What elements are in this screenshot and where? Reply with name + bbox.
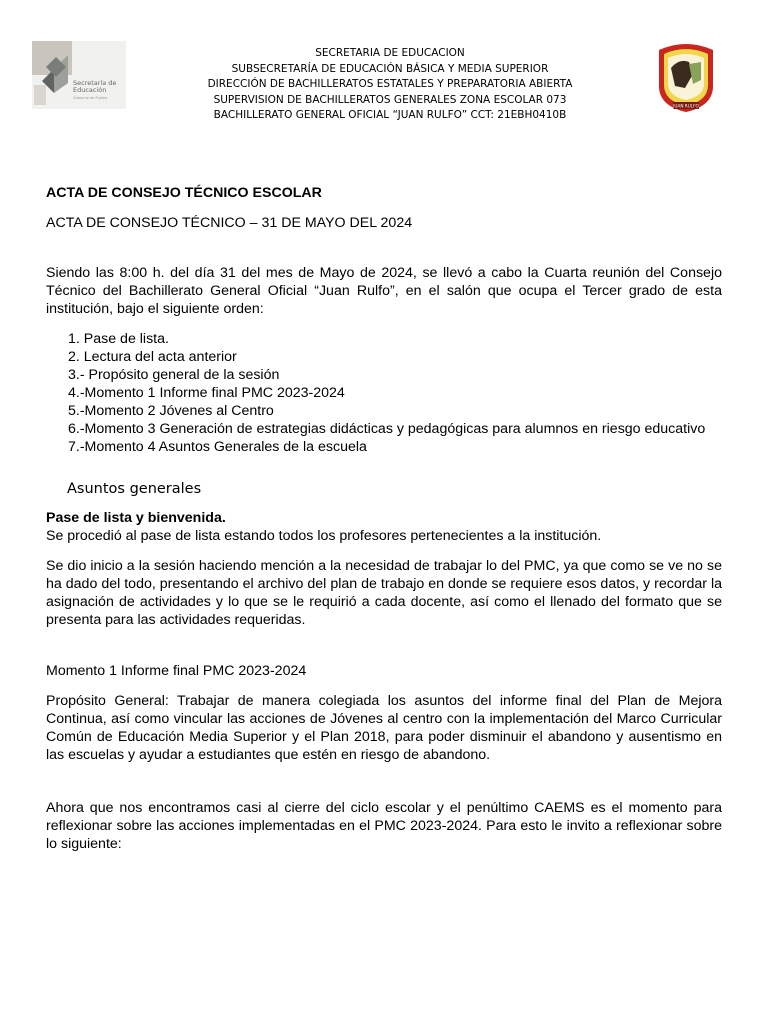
- header-line: SUPERVISION DE BACHILLERATOS GENERALES ZONA ESCOLAR 073: [213, 93, 567, 106]
- agenda-item: 5.-Momento 2 Jóvenes al Centro: [68, 403, 274, 419]
- document-subtitle: ACTA DE CONSEJO TÉCNICO – 31 DE MAYO DEL 2024: [46, 215, 413, 231]
- logo-subtext: Gobierno de Puebla: [73, 96, 108, 100]
- momento1-heading: Momento 1 Informe final PMC 2023-2024: [46, 663, 307, 679]
- agenda-item: 7.-Momento 4 Asuntos Generales de la escuela: [68, 439, 367, 455]
- shield-label: JUAN RULFO: [673, 103, 699, 109]
- document-body: [46, 184, 722, 853]
- header-line: BACHILLERATO GENERAL OFICIAL “JUAN RULFO” CCT: 21EBH0410B: [213, 109, 567, 121]
- school-shield-icon: [655, 40, 717, 114]
- agenda-list: [46, 330, 722, 456]
- logo-text: Secretaría de Educación: [73, 79, 117, 94]
- pmc-paragraph: Se dio inicio a la sesión haciendo mención a la necesidad de trabajar lo del PMC, ya que como se ve no se ha dado del todo, presentando el archivo del plan de trabajo en donde se requiere esos datos, y recordar la asignación de actividades y lo que se le requirió a cada docente, así como el llenado del formato que se presenta para las actividades requeridas.: [46, 558, 722, 628]
- agenda-item: 6.-Momento 3 Generación de estrategias didácticas y pedagógicas para alumnos en riesgo educativo: [68, 421, 706, 437]
- document-header: [140, 46, 640, 124]
- pase-lista-paragraph: Se procedió al pase de lista estando todos los profesores pertenecientes a la institución.: [46, 528, 602, 544]
- section-label-asuntos: Asuntos generales: [67, 481, 202, 497]
- header-line: SUBSECRETARÍA DE EDUCACIÓN BÁSICA Y MEDIA SUPERIOR: [231, 62, 549, 75]
- document-title: ACTA DE CONSEJO TÉCNICO ESCOLAR: [46, 185, 322, 201]
- secretaria-educacion-logo: [32, 41, 126, 109]
- intro-paragraph: Siendo las 8:00 h. del día 31 del mes de Mayo de 2024, se llevó a cabo la Cuarta reunión del Consejo Técnico del Bachillerato General Oficial “Juan Rulfo”, en el salón que ocupa el Tercer grado de esta institución, bajo el siguiente orden:: [46, 265, 722, 317]
- pase-lista-heading: Pase de lista y bienvenida.: [46, 510, 226, 526]
- agenda-item: 2. Lectura del acta anterior: [68, 349, 237, 365]
- agenda-item: 1. Pase de lista.: [68, 331, 169, 347]
- reflexion-paragraph: Ahora que nos encontramos casi al cierre del ciclo escolar y el penúltimo CAEMS es el momento para reflexionar sobre las acciones implementadas en el PMC 2023-2024. Para esto le invito a reflexionar sobre lo siguiente:: [46, 800, 722, 852]
- header-line: DIRECCIÓN DE BACHILLERATOS ESTATALES Y PREPARATORIA ABIERTA: [207, 78, 573, 90]
- header-line: SECRETARIA DE EDUCACION: [315, 47, 465, 59]
- agenda-item: 3.- Propósito general de la sesión: [68, 367, 280, 383]
- agenda-item: 4.-Momento 1 Informe final PMC 2023-2024: [68, 385, 345, 401]
- school-shield-logo: [655, 40, 717, 114]
- proposito-paragraph: Propósito General: Trabajar de manera colegiada los asuntos del informe final del Plan de Mejora Continua, así como vincular las acciones de Jóvenes al centro con la implementación del Marco Curricular Común de Educación Media Superior y el Plan 2018, para poder disminuir el abandono y ausentismo en las escuelas y ayudar a estudiantes que estén en riesgo de abandono.: [46, 693, 722, 763]
